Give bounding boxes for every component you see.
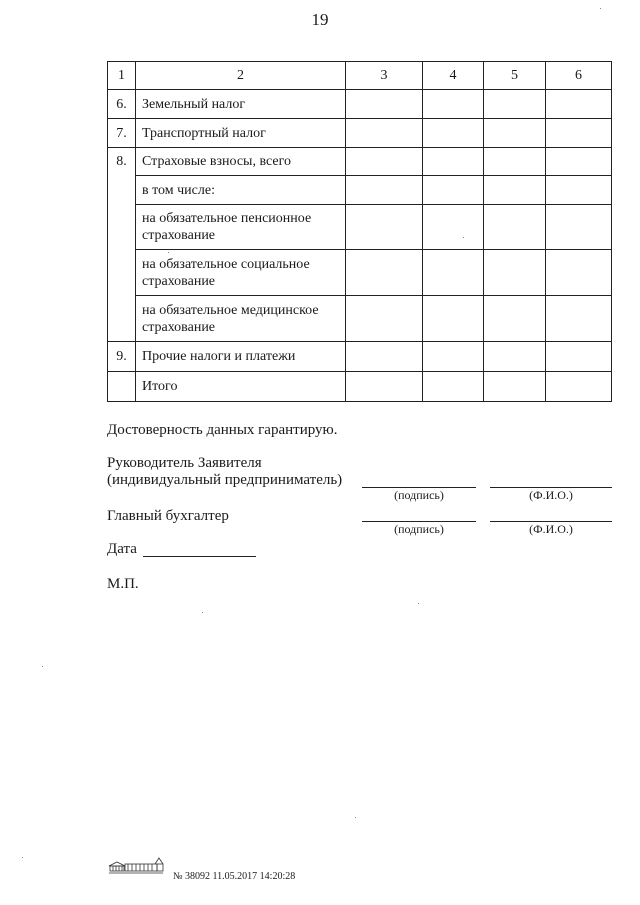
value-cell	[484, 148, 546, 176]
value-cell	[346, 372, 423, 402]
table-row	[108, 148, 612, 176]
row-name: Земельный налог	[136, 90, 346, 119]
row-number	[108, 205, 136, 250]
row-number: 7.	[108, 119, 136, 148]
scan-speck	[463, 237, 464, 238]
value-cell	[346, 90, 423, 119]
row-number	[108, 372, 136, 402]
table-row	[108, 250, 612, 296]
value-cell	[423, 119, 484, 148]
date-label: Дата	[107, 541, 137, 557]
accountant-signature-caption: (подпись)	[394, 522, 444, 536]
value-cell	[546, 296, 612, 342]
value-cell	[423, 90, 484, 119]
scan-speck	[600, 8, 601, 9]
value-cell	[546, 119, 612, 148]
row-number: 8.	[108, 148, 136, 176]
row-name: Прочие налоги и платежи	[136, 342, 346, 372]
row-name: на обязательное медицинское страхование	[136, 296, 346, 342]
head-label-line2: (индивидуальный предприниматель)	[107, 472, 343, 488]
table-row	[108, 296, 612, 342]
value-cell	[546, 90, 612, 119]
value-cell	[546, 372, 612, 402]
header-cell: 4	[423, 62, 484, 90]
row-number	[108, 250, 136, 296]
guarantee-text: Достоверность данных гарантирую.	[107, 422, 338, 438]
value-cell	[346, 250, 423, 296]
value-cell	[423, 342, 484, 372]
value-cell	[546, 176, 612, 205]
value-cell	[546, 342, 612, 372]
value-cell	[346, 148, 423, 176]
table-row	[108, 119, 612, 148]
scan-speck	[355, 817, 356, 818]
row-number	[108, 296, 136, 342]
row-number: 9.	[108, 342, 136, 372]
row-name: в том числе:	[136, 176, 346, 205]
value-cell	[346, 205, 423, 250]
header-cell: 3	[346, 62, 423, 90]
row-number: 6.	[108, 90, 136, 119]
registration-stamp: № 38092 11.05.2017 14:20:28	[173, 871, 296, 882]
value-cell	[346, 296, 423, 342]
value-cell	[484, 342, 546, 372]
table-row	[108, 205, 612, 250]
row-name: Транспортный налог	[136, 119, 346, 148]
head-label-line1: Руководитель Заявителя	[107, 455, 262, 471]
value-cell	[484, 90, 546, 119]
value-cell	[346, 176, 423, 205]
value-cell	[423, 148, 484, 176]
table-header-row	[108, 62, 612, 90]
value-cell	[484, 250, 546, 296]
value-cell	[484, 372, 546, 402]
table-row	[108, 90, 612, 119]
head-signature-caption: (подпись)	[394, 488, 444, 502]
table-row	[108, 342, 612, 372]
value-cell	[546, 205, 612, 250]
row-name: на обязательное пенсионное страхование	[136, 205, 346, 250]
scan-speck	[168, 252, 169, 253]
value-cell	[423, 250, 484, 296]
value-cell	[346, 119, 423, 148]
value-cell	[484, 205, 546, 250]
header-cell: 1	[108, 62, 136, 90]
header-cell: 6	[546, 62, 612, 90]
value-cell	[423, 176, 484, 205]
scan-speck	[42, 666, 43, 667]
value-cell	[484, 296, 546, 342]
page-number: 19	[311, 10, 329, 29]
row-name: Страховые взносы, всего	[136, 148, 346, 176]
value-cell	[346, 342, 423, 372]
value-cell	[484, 176, 546, 205]
tax-table	[107, 61, 612, 402]
seal-label: М.П.	[107, 576, 139, 592]
value-cell	[423, 296, 484, 342]
row-number	[108, 176, 136, 205]
value-cell	[546, 250, 612, 296]
table-row	[108, 372, 612, 402]
value-cell	[484, 119, 546, 148]
scan-speck	[202, 612, 203, 613]
row-name: на обязательное социальное страхование	[136, 250, 346, 296]
header-cell: 2	[136, 62, 346, 90]
accountant-name-caption: (Ф.И.О.)	[529, 522, 573, 536]
header-cell: 5	[484, 62, 546, 90]
row-name: Итого	[136, 372, 346, 402]
value-cell	[423, 372, 484, 402]
head-name-caption: (Ф.И.О.)	[529, 488, 573, 502]
date-line	[143, 556, 256, 557]
scan-speck	[418, 603, 419, 604]
value-cell	[423, 205, 484, 250]
table-row	[108, 176, 612, 205]
scan-speck	[22, 857, 23, 858]
accountant-label: Главный бухгалтер	[107, 508, 229, 524]
value-cell	[546, 148, 612, 176]
registry-logo-stamp	[107, 853, 165, 875]
